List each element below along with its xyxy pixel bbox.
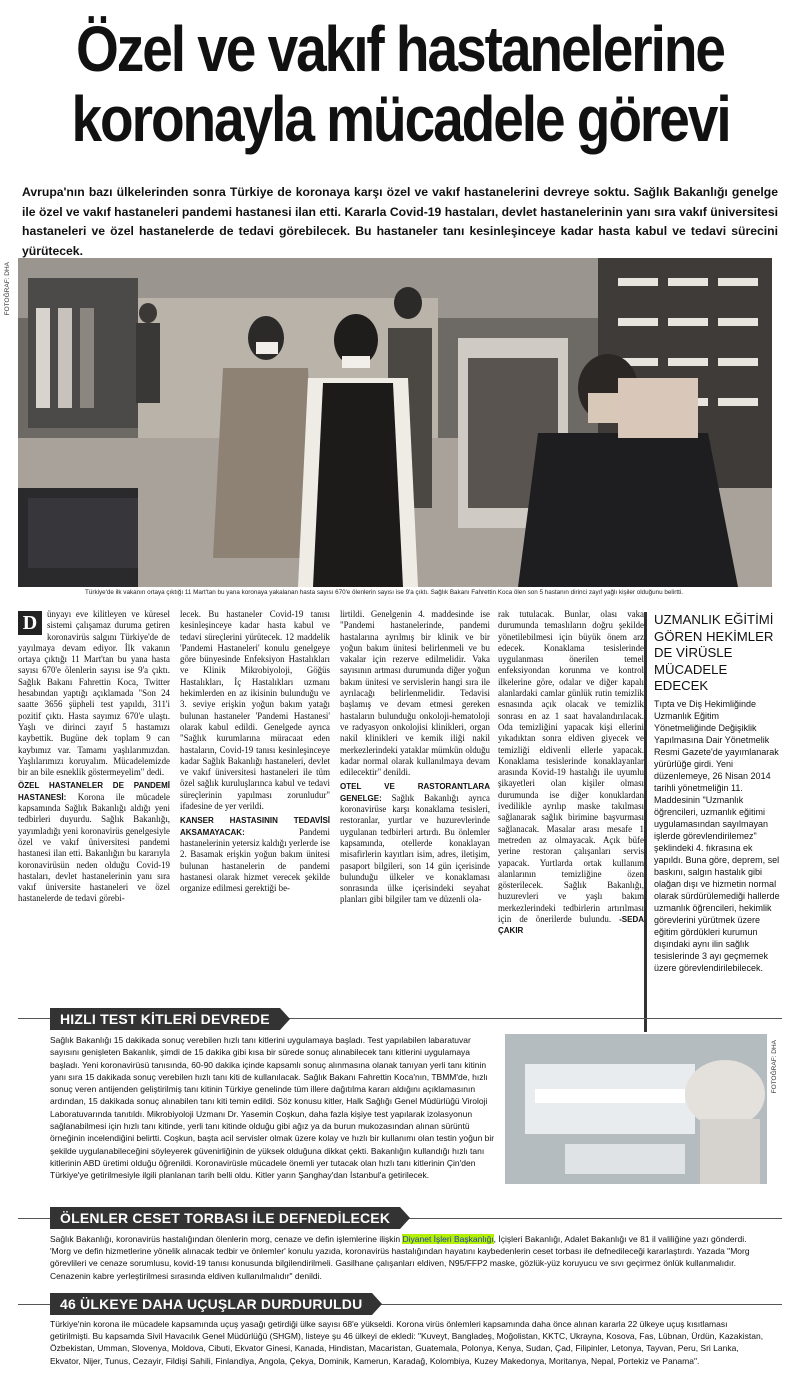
sidebox-body: Tıpta ve Diş Hekimliğinde Uzmanlık Eğitim Yönetmeliğinde Değişiklik Yapılmasına Dair Yönetmelik Resmi Gazete'de yayımlanarak yürürlüğe girdi. Yeni düzenlemeye, 26 Nisan 2014 tarihli yönetmeliğin 11. Maddesinin "Uzmanlık öğrencileri, uzmanlık eğitimi uygulamasından sayılmayan işlerde görevlendirilemez" şeklindeki 4. fıkrasına ek yapıldı. Buna göre, deprem, sel baskını, salgın hastalık gibi olağan dışı ve hizmetin normal olarak sürdürülemediği hallerde uzmanlık öğrencileri, hekimlik görevlerini yürütmek üzere eğitim gördükleri kurumun dışındaki aynı ilin sağlık tesislerinde 3 ayı geçmemek üzere görevlendirilebilecek.: [654, 698, 780, 973]
section-3-text: Türkiye'nin korona ile mücadele kapsamında uçuş yasağı getirdiği ülke sayısı 68'e yükseldi. Korona virüs önlemleri kapsamında daha önce alınan kararla 22 ülkeye uçuş kısıtlaması getirilmişti. Bu kapsamda Sivil Havacılık Genel Müdürlüğü (SHGM), listeye şu 46 ülkeyi de ekledi: "Kuveyt, Bangladeş, Moğolistan, KKTC, Ukrayna, Kosova, Fas, Lübnan, Ürdün, Kazakistan, Özbekistan, Umman, Slovenya, Moldova, Cibuti, Ekvator Ginesi, Kanada, Hindistan, Macaristan, Guatemala, Polonya, Kenya, Sudan, Çad, Filipinler, Letonya, Tayvan, Peru, Sri Lanka, Ekvator, Nijer, Tunus, Cezayir, Fildişi Sahili, Finlandiya, Angola, Çekya, Dominik, Kamerun, Karadağ, Kolombiya, Kuzey Makedonya, Moritanya, Nepal, Portekiz ve Panama".: [50, 1319, 764, 1366]
test-kit-illustration: [505, 1034, 767, 1184]
subhead-private-hospitals: ÖZEL HASTANELER DE PANDEMİ HASTANESİ:: [18, 781, 170, 802]
main-photo: [18, 258, 772, 587]
section-2-text: [50, 1233, 768, 1282]
section-1-photo-credit: FOTOĞRAF: DHA: [771, 1040, 778, 1094]
section-2-text-b: , İçişleri Bakanlığı, Adalet Bakanlığı ve 81 il valiliğine yazı gönderdi. 'Morg ve defin hizmetlerine yönelik alınacak tedbir ve önlemler' konulu yazıda, koronavirüs hastalığından hayatını kaybedenlerin ceset torbası ile defnedileceği kararlaştırdı. Yazada "Morg görevlileri ve cenaze sorumlusu, kovid-19 tanısı konusunda bilgilendirilmeli. Gasilhane çalışanları eldiven, N95/FFP2 maske, gözlük-yüz koruyucu ve sıvı geçirmez önlük kullanmalıdır. Cenazenin kabre yerleştirilmesi sırasında eldiven kullanılmalıdır" denildi.: [50, 1234, 750, 1281]
col4-text: rak tutulacak. Bunlar, olası vaka durumunda temaslıların doğru şekilde yönetilebilmesi için büyük önem arz edecek. Konaklama tesislerinde uygulanması önerilen temel enfeksiyondan korunma ve kontrol ilkelerine göre, odalar ve diğer kapalı alanlardaki camlar günlük rutin temizlik esnasında açık olacak ve temizlik sonrası en az 1 saat havalandırılacak. Oda temizliğini yapacak kişi ellerini yıkadıktan sonra eldiven giyecek ve temizliği eldivenli ellerle yapacak. Konaklama tesislerinde konaklayanlar arasında Kovid-19 hastalığı ile uyumlu şikayetleri olan kişiler olması durumunda ise diğer konuklardan ivedilikle ayrılıp maske takılması sağlanarak sağlık birimine başvurması sağlanacak. Masalar arası mesafe 1 metreden az olmayacak. Açık büfe yerine restoran çalışanları servis yapacak. Yurtlarda ortak kullanım alanlarının temizliğine özen gösterilecek. Sağlık Bakanlığı, huzurevleri ve yaşlı bakım merkezlerindeki tedbirlerin artırılması için de önerilerde bulundu.: [498, 609, 644, 925]
lede: Avrupa'nın bazı ülkelerinden sonra Türkiye de koronaya karşı özel ve vakıf hastanelerini devreye soktu. Sağlık Bakanlığı genelge ile özel ve vakıf hastaneleri pandemi hastanesi ilan etti. Kararla Covid-19 hastaları, devlet hastanelerinin yanı sıra vakıf üniversitesi hastaneleri ve özel hastanelerde de tedavi görebilecek. Bu hastaneler tanı kesinleşinceye kadar hasta kabul ve tedavi sürecini yürütecek.: [22, 185, 778, 258]
headline: [71, 14, 728, 154]
section-2-text-a: Sağlık Bakanlığı, koronavirüs hastalığından ölenlerin morg, cenaze ve defin işlemlerine ilişkin: [50, 1234, 401, 1244]
col1-text-b: Korona ile mücadele kapsamında Sağlık Bakanlığı aldığı yeni tedbirleri duyurdu. Sağlık Bakanlığı, yayımladığı yeni koronavirüs genelgesiyle özel ve vakıf üniversitesi pandemi hastanesi ilan etti. Bakanlığın bu kararıyla koronavirüsün neden olduğu Covid-19 hastaları, devlet hastanelerinin yanı sıra vakıf üniversite hastaneleri ve özel hastanelerde de tedavi görebi-: [18, 791, 170, 904]
market-street-illustration: [18, 258, 772, 587]
col2-text-b: Pandemi hastanelerinin yetersiz kaldığı yerlerde ise 2. Basamak erişkin yoğun bakım ünitesi bulunan hastanelerin de pandemi hastanesi olarak hizmet verecek şekilde organize edilmesi gerektiği be-: [180, 826, 330, 894]
article-column-4: [498, 609, 644, 937]
headline-line-1: Özel ve vakıf hastanelerine: [76, 13, 724, 85]
photo-caption: Türkiye'de ilk vakanın ortaya çıktığı 11 Mart'tan bu yana koronaya yakalanan hasta sayısı 670'e ölenlerin sayısı ise 9'a çıktı. Sağlık Bakanı Fahrettin Koca ölen son 5 hastanın dirinci zayıf yağlı kişiler olduğunu belirtti.: [85, 589, 683, 596]
sidebox-rule: [644, 612, 647, 1032]
diyanet-link[interactable]: Diyanet İşleri Başkanlığı: [402, 1234, 494, 1244]
section-3-title: 46 ÜLKEYE DAHA UÇUŞLAR DURDURULDU: [50, 1293, 372, 1315]
col1-text: ünyayı eve kilitleyen ve küresel sistemi çalışamaz duruma getiren koronavirüs salgını Türkiye'de de yayılmaya devam ediyor. İlk vakanın ortaya çıktığı 11 Mart'tan bu yana hasta sayısı 670'e ölenlerin sayısı ise 9'a çıktı. Sağlık Bakanı Fahrettin Koca, Twitter hesabından yaptığı açıklamada "Son 24 saatte 3656 şüpheli test yapıldı, 311'i pozitif çıktı. Hasta sayımız 670'e ulaştı. Yaşlı ve dirinci zayıf 5 hastamızı kaybettik. Bugüne dek toplam 9 can kaybımız var. Tamamı yaşlılarımızdan. Yaşlılarımızı koruyalım. Mücadelemizde bir an bile esneklik göstermeyelim" dedi.: [18, 609, 170, 778]
subhead-hotels: OTEL VE RASTORANTLARA GENELGE:: [340, 782, 490, 803]
article-column-3: [340, 609, 490, 906]
section-2-title: ÖLENLER CESET TORBASI İLE DEFNEDİLECEK: [50, 1207, 400, 1229]
section-1-text: Sağlık Bakanlığı 15 dakikada sonuç verebilen hızlı tanı kitlerini uygulamaya başladı. Test yapılabilen labaratuvar sayısını genişleten Bakanlık, şimdi de 15 dakika gibi kısa bir sürede sonuç alınabilecek tanı kitlerini uygulamaya başladı. Yeni koronavirüsü tanısında, 60-90 dakika içinde kapsamlı sonuç alınmasına olanak tanıyan yerli tanı kitinin yanı sıra 15 dakikada sonuç verebilen hızlı tanı kiti de kullanılacak. Sağlık Bakanı Fahrettin Koca'nın, TBMM'de, hızlı sonuç veren antijenden geliştirilmiş tanı kitinin Türkiye genelinde tüm illere dağıtılma kararı aldığını açıklamasının ardından, 15 dakikada sonuç alınabilen tanı kiti temin edildi. Söz konusu kitler, Halk Sağlığı Genel Müdürlüğü Viroloji Laboratuvarında tanıtıldı. Mikrobiyoloji Uzmanı Dr. Yasemin Coşkun, daha fazla kişiye test yapılarak izolasyonun sağlanabilmesi için hızlı tanı kitinde, yerli tanı kitinde olduğu gibi ağız ya da burun mukozasından alınan sürüntü örneğinin incelendiğini belirtti. Coşkun, başta acil servisler olmak üzere kolay ve hızlı bir kullanımı olan testin yoğun bir şekilde uygulanabileceğini söyleyerek güvenirliğinin de yüksek olduğuna dikkat çekti. Bakanlığın kullandığı hızlı tanı kitlerinin ABD üretimi olduğu öğrenildi. Koronavirüsle mücadele önemli yer tutacak olan hızlı tanı kitlerinin Çin'den Türkiye'ye getirilmesiyle ilgili planlanan tarih belli oldu. Kitler yarın Şanghay'dan İstanbul'a getirilecek.: [50, 1035, 495, 1181]
byline: -SEDA ÇAKIR: [498, 915, 645, 936]
col2-text: lecek. Bu hastaneler Covid-19 tanısı kesinleşinceye kadar hasta kabul ve tedavi süreçlerini yürütecek. 12 maddelik 'Pandemi Hastaneleri' konulu genelgeye göre bünyesinde Enfeksiyon Hastalıkları ve Klinik Mikrobiyoloji, Göğüs Hastalıkları, İç Hastalıkları uzmanı hekimlerden en az ikisinin bulunduğu ve 3. seviye erişkin yoğun bakım yatağı bulunan hastaneler 'Pandemi Hastanesi' olarak kabul edildi. Genelgede ayrıca "Sağlık kurumlarına müracaat eden hastaların, Covid-19 tanısı kesinleşinceye kadar Sağlık Bakanlığı hastaneleri, devlet ve vakıf üniversitesi hastaneleri ile tüm özel sağlık kuruluşlarınca kabul ve tedavi süreçlerinin yapılması zorunludur" ifadesine de yer verildi.: [180, 609, 330, 812]
subhead-cancer: KANSER HASTASININ TEDAVİSİ AKSAMAYACAK:: [180, 816, 330, 837]
dropcap: D: [18, 611, 42, 635]
article-column-1: [18, 609, 170, 905]
col3-text: lirtildi. Genelgenin 4. maddesinde ise "Pandemi hastanelerinde, pandemi hastalarına ayrılmış bir klinik ve bir yoğun bakım ünitesi belirlenmeli ve bu vakalar için rezerve edilmelidir. Vaka sayısının artması durumunda diğer yoğun bakım ünitesi ve servislerin hangi sıra ile ayrılacağı belirlenmelidir. Tedavisi başlamış ve devam etmesi gereken hastaların bulunduğu onkoloji-hematoloji ve radyasyon onkolojisi klinikleri, organ nakil klinikleri ve kemik iliği nakil merkezlerindeki yataklar mümkün olduğu kadar normal olarak kullanılmaya devam edilecektir" denildi.: [340, 609, 490, 778]
headline-line-2: koronayla mücadele görevi: [71, 83, 730, 155]
sidebox-title: UZMANLIK EĞİTİMİ GÖREN HEKİMLER DE VİRÜSLE MÜCADELE EDECEK: [654, 612, 774, 693]
article-column-2: [180, 609, 330, 894]
photo-credit: FOTOĞRAF: DHA: [4, 262, 11, 316]
section-1-title: HIZLI TEST KİTLERİ DEVREDE: [50, 1008, 280, 1030]
test-kit-photo: [505, 1034, 767, 1184]
col3-text-b: Sağlık Bakanlığı ayrıca koronavirüse karşı konaklama tesisleri, restoranlar, yurtlar ve huzurevlerinde uygulanan tedbirleri artırdı. Bu önlemler kapsamında, otellerde konaklayan misafirlerin kayıtları isim, adres, iletişim, pasaport bilgileri, son 14 gün içerisinde bulunduğu ülkeler ve konaklaması sonrasında ülke içerisindeki seyahat planları gibi bilgiler tam ve düzenli ola-: [340, 792, 490, 905]
sidebox: [654, 612, 782, 974]
